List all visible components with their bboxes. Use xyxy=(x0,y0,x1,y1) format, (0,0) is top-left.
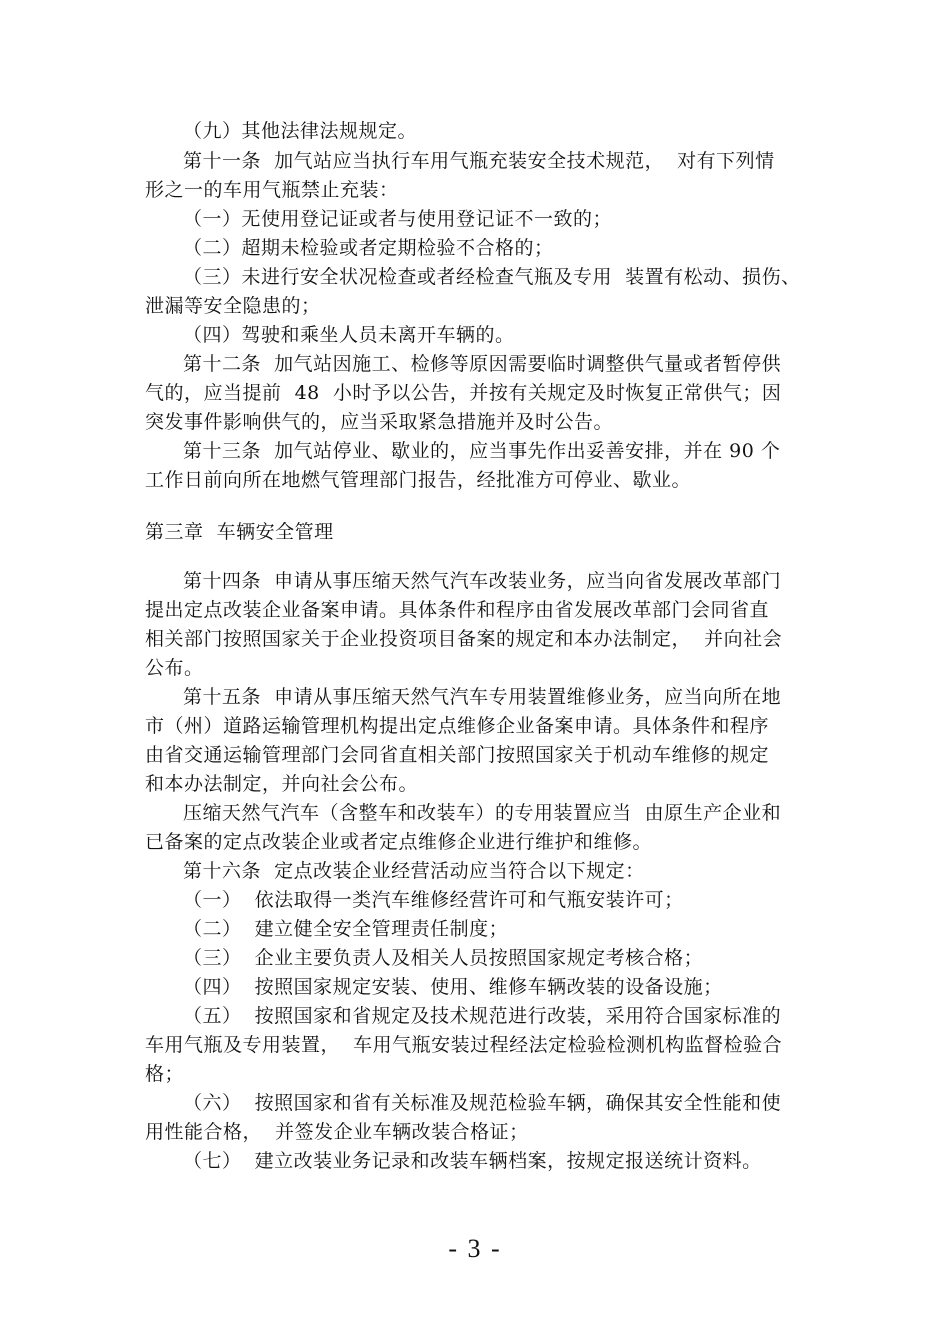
text-line: （四） 按照国家规定安装、使用、维修车辆改装的设备设施； xyxy=(183,976,723,998)
text-line: 车用气瓶及专用装置， 车用气瓶安装过程经法定检验检测机构监督检验合 xyxy=(145,1034,783,1056)
article-16-line: 第十六条 定点改装企业经营活动应当符合以下规定： xyxy=(183,860,645,882)
text-line: 提出定点改装企业备案申请。具体条件和程序由省发展改革部门会同省直 xyxy=(145,599,770,621)
page-number: - 3 - xyxy=(448,1234,502,1263)
article-14-line: 第十四条 申请从事压缩天然气汽车改装业务，应当向省发展改革部门 xyxy=(183,570,782,592)
text-line: 工作日前向所在地燃气管理部门报告，经批准方可停业、歇业。 xyxy=(145,469,692,491)
text-line: 由省交通运输管理部门会同省直相关部门按照国家关于机动车维修的规定 xyxy=(145,744,770,766)
text-line: 用性能合格， 并签发企业车辆改装合格证； xyxy=(145,1121,529,1143)
text-line: （三） 企业主要负责人及相关人员按照国家规定考核合格； xyxy=(183,947,704,969)
text-line: 已备案的定点改装企业或者定点维修企业进行维护和维修。 xyxy=(145,831,653,853)
text-line: （二）超期未检验或者定期检验不合格的； xyxy=(183,237,554,259)
text-line: （三）未进行安全状况检查或者经检查气瓶及专用 装置有松动、损伤、 xyxy=(183,266,801,288)
text-line: 格； xyxy=(145,1063,185,1085)
text-line: 公布。 xyxy=(145,657,204,679)
text-line: 市（州）道路运输管理机构提出定点维修企业备案申请。具体条件和程序 xyxy=(145,715,770,737)
text-line: （二） 建立健全安全管理责任制度； xyxy=(183,918,509,940)
text-line: （五） 按照国家和省规定及技术规范进行改装，采用符合国家标准的 xyxy=(183,1005,782,1027)
article-12-line: 第十二条 加气站因施工、检修等原因需要临时调整供气量或者暂停供 xyxy=(183,353,782,375)
text-line: （七） 建立改装业务记录和改装车辆档案，按规定报送统计资料。 xyxy=(183,1150,762,1172)
article-13-line: 第十三条 加气站停业、歇业的，应当事先作出妥善安排，并在 90 个 xyxy=(183,440,781,462)
text-line: 突发事件影响供气的，应当采取紧急措施并及时公告。 xyxy=(145,411,614,433)
text-line: 形之一的车用气瓶禁止充装： xyxy=(145,179,399,201)
text-line: 相关部门按照国家关于企业投资项目备案的规定和本办法制定， 并向社会 xyxy=(145,628,783,650)
text-line: 压缩天然气汽车（含整车和改装车）的专用装置应当 由原生产企业和 xyxy=(183,802,782,824)
text-line: （六） 按照国家和省有关标准及规范检验车辆，确保其安全性能和使 xyxy=(183,1092,782,1114)
text-line: （一）无使用登记证或者与使用登记证不一致的； xyxy=(183,208,613,230)
article-15-line: 第十五条 申请从事压缩天然气汽车专用装置维修业务，应当向所在地 xyxy=(183,686,782,708)
text-line: （四）驾驶和乘坐人员未离开车辆的。 xyxy=(183,324,515,346)
article-11-line: 第十一条 加气站应当执行车用气瓶充装安全技术规范， 对有下列情 xyxy=(183,150,775,172)
text-line: 和本办法制定，并向社会公布。 xyxy=(145,773,419,795)
chapter-heading: 第三章 车辆安全管理 xyxy=(145,521,334,543)
text-line: 泄漏等安全隐患的； xyxy=(145,295,321,317)
text-line: （一） 依法取得一类汽车维修经营许可和气瓶安装许可； xyxy=(183,889,684,911)
text-line: 气的，应当提前 48 小时予以公告，并按有关规定及时恢复正常供气；因 xyxy=(145,382,782,404)
text-line: （九）其他法律法规规定。 xyxy=(183,120,418,142)
